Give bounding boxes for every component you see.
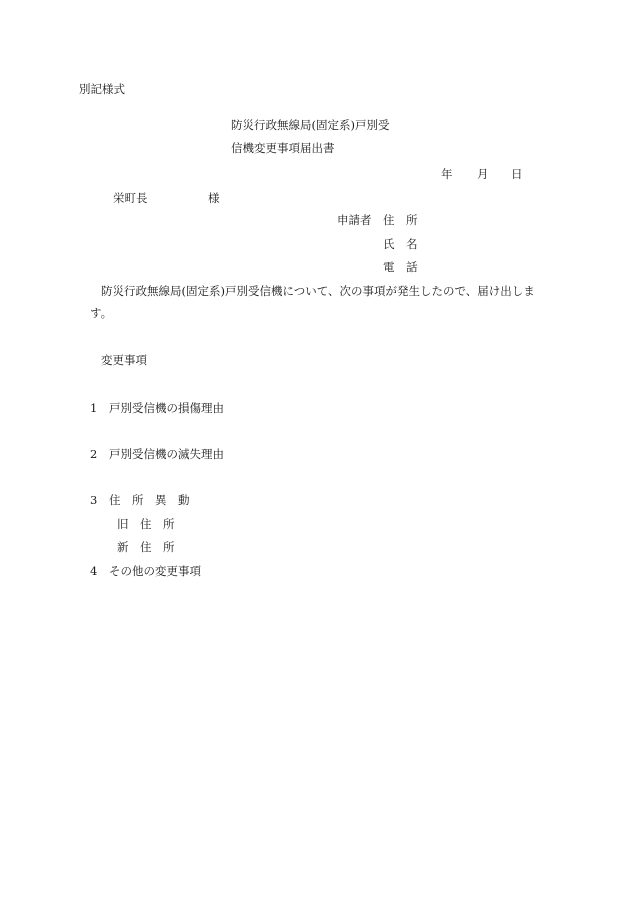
item-number: 2: [90, 447, 98, 461]
applicant-address: 住 所: [383, 213, 418, 227]
title-line-1: 防災行政無線局(固定系)戸別受: [231, 118, 390, 132]
old-address-label: 旧 住 所: [117, 517, 175, 531]
body-text-line-1: 防災行政無線局(固定系)戸別受信機について、次の事項が発生したので、届け出しま: [101, 284, 535, 298]
form-label: 別記様式: [79, 82, 125, 96]
body-text-line-2: す。: [90, 306, 113, 320]
applicant-label: 申請者: [337, 213, 372, 227]
date-year: 年: [441, 167, 453, 181]
item-number: 4: [90, 564, 98, 578]
addressee-name: 栄町長: [113, 191, 148, 205]
addressee-honorific: 様: [208, 191, 220, 205]
item-number: 1: [90, 401, 98, 415]
new-address-label: 新 住 所: [117, 540, 175, 554]
date-day: 日: [511, 167, 523, 181]
date-month: 月: [477, 167, 489, 181]
applicant-name: 氏 名: [383, 237, 418, 251]
item-text: 戸別受信機の損傷理由: [109, 401, 224, 415]
item-text: その他の変更事項: [109, 564, 201, 578]
item-text: 住 所 異 動: [109, 493, 190, 507]
section-heading: 変更事項: [101, 353, 147, 367]
title-line-2: 信機変更事項届出書: [231, 141, 335, 155]
item-text: 戸別受信機の滅失理由: [109, 447, 224, 461]
applicant-phone: 電 話: [383, 260, 418, 274]
item-number: 3: [90, 493, 98, 507]
